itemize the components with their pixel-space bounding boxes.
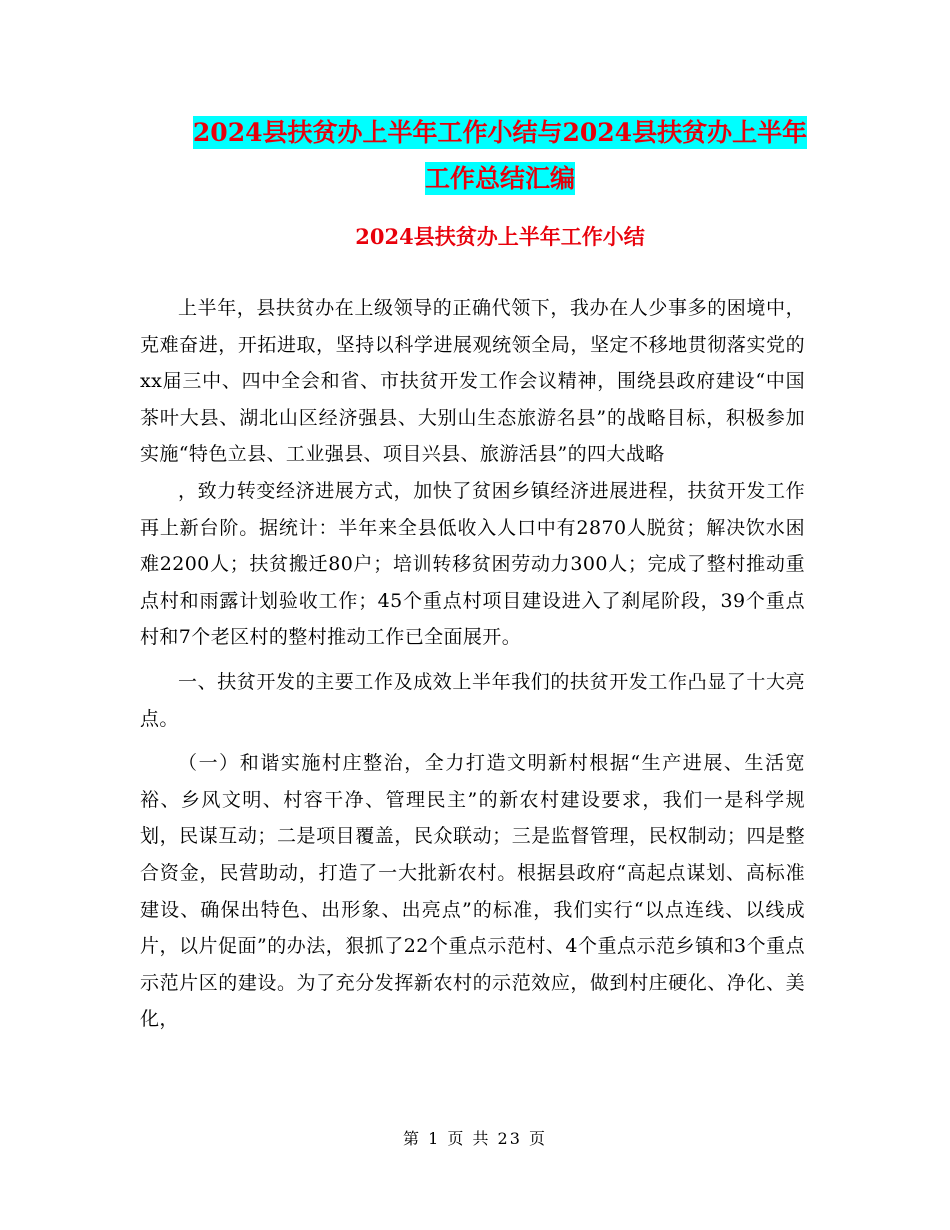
paragraph-heading-one: 一、扶贫开发的主要工作及成效上半年我们的扶贫开发工作凸显了十大亮点。 <box>140 670 805 730</box>
paragraph-village-renovation: （一）和谐实施村庄整治，全力打造文明新村根据“生产进展、生活宽裕、乡风文明、村容干净、管理民主”的新农村建设要求，我们一是科学规划，民谋互动；二是项目覆盖，民众联动；三是监督管理，民权制动；四是整合资金，民营助动，打造了一大批新农村。根据县政府“高起点谋划、高标准建设、确保出特色、出形象、出亮点”的标准，我们实行“以点连线、以线成片，以片促面”的办法，狠抓了22个重点示范村、4个重点示范乡镇和3个重点示范片区的建设。为了充分发挥新农村的示范效应，做到村庄硬化、净化、美化， <box>140 752 805 1031</box>
section-title: 2024县扶贫办上半年工作小结 <box>355 224 645 249</box>
paragraph-statistics: ，致力转变经济进展方式，加快了贫困乡镇经济进展进程，扶贫开发工作再上新台阶。据统计：半年来全县低收入人口中有2870人脱贫；解决饮水困难2200人；扶贫搬迁80户；培训转移贫困劳动力300人；完成了整村推动重点村和雨露计划验收工作；45个重点村项目建设进入了刹尾阶段，39个重点村和7个老区村的整村推动工作已全面展开。 <box>140 479 805 649</box>
document-body <box>140 290 805 1038</box>
document-title-line-1: 2024县扶贫办上半年工作小结与2024县扶贫办上半年 <box>192 118 808 147</box>
paragraph-intro: 上半年，县扶贫办在上级领导的正确代领下，我办在人少事多的困境中，克难奋进，开拓进取，坚持以科学进展观统领全局，坚定不移地贯彻落实党的xx届三中、四中全会和省、市扶贫开发工作会议精神，围绕县政府建设“中国茶叶大县、湖北山区经济强县、大别山生态旅游名县”的战略目标，积极参加实施“特色立县、工业强县、项目兴县、旅游活县”的四大战略 <box>140 297 805 466</box>
document-title-line-2: 工作总结汇编 <box>424 164 575 193</box>
page-footer: 第 1 页 共 23 页 <box>403 1129 547 1148</box>
document-title <box>140 110 860 202</box>
